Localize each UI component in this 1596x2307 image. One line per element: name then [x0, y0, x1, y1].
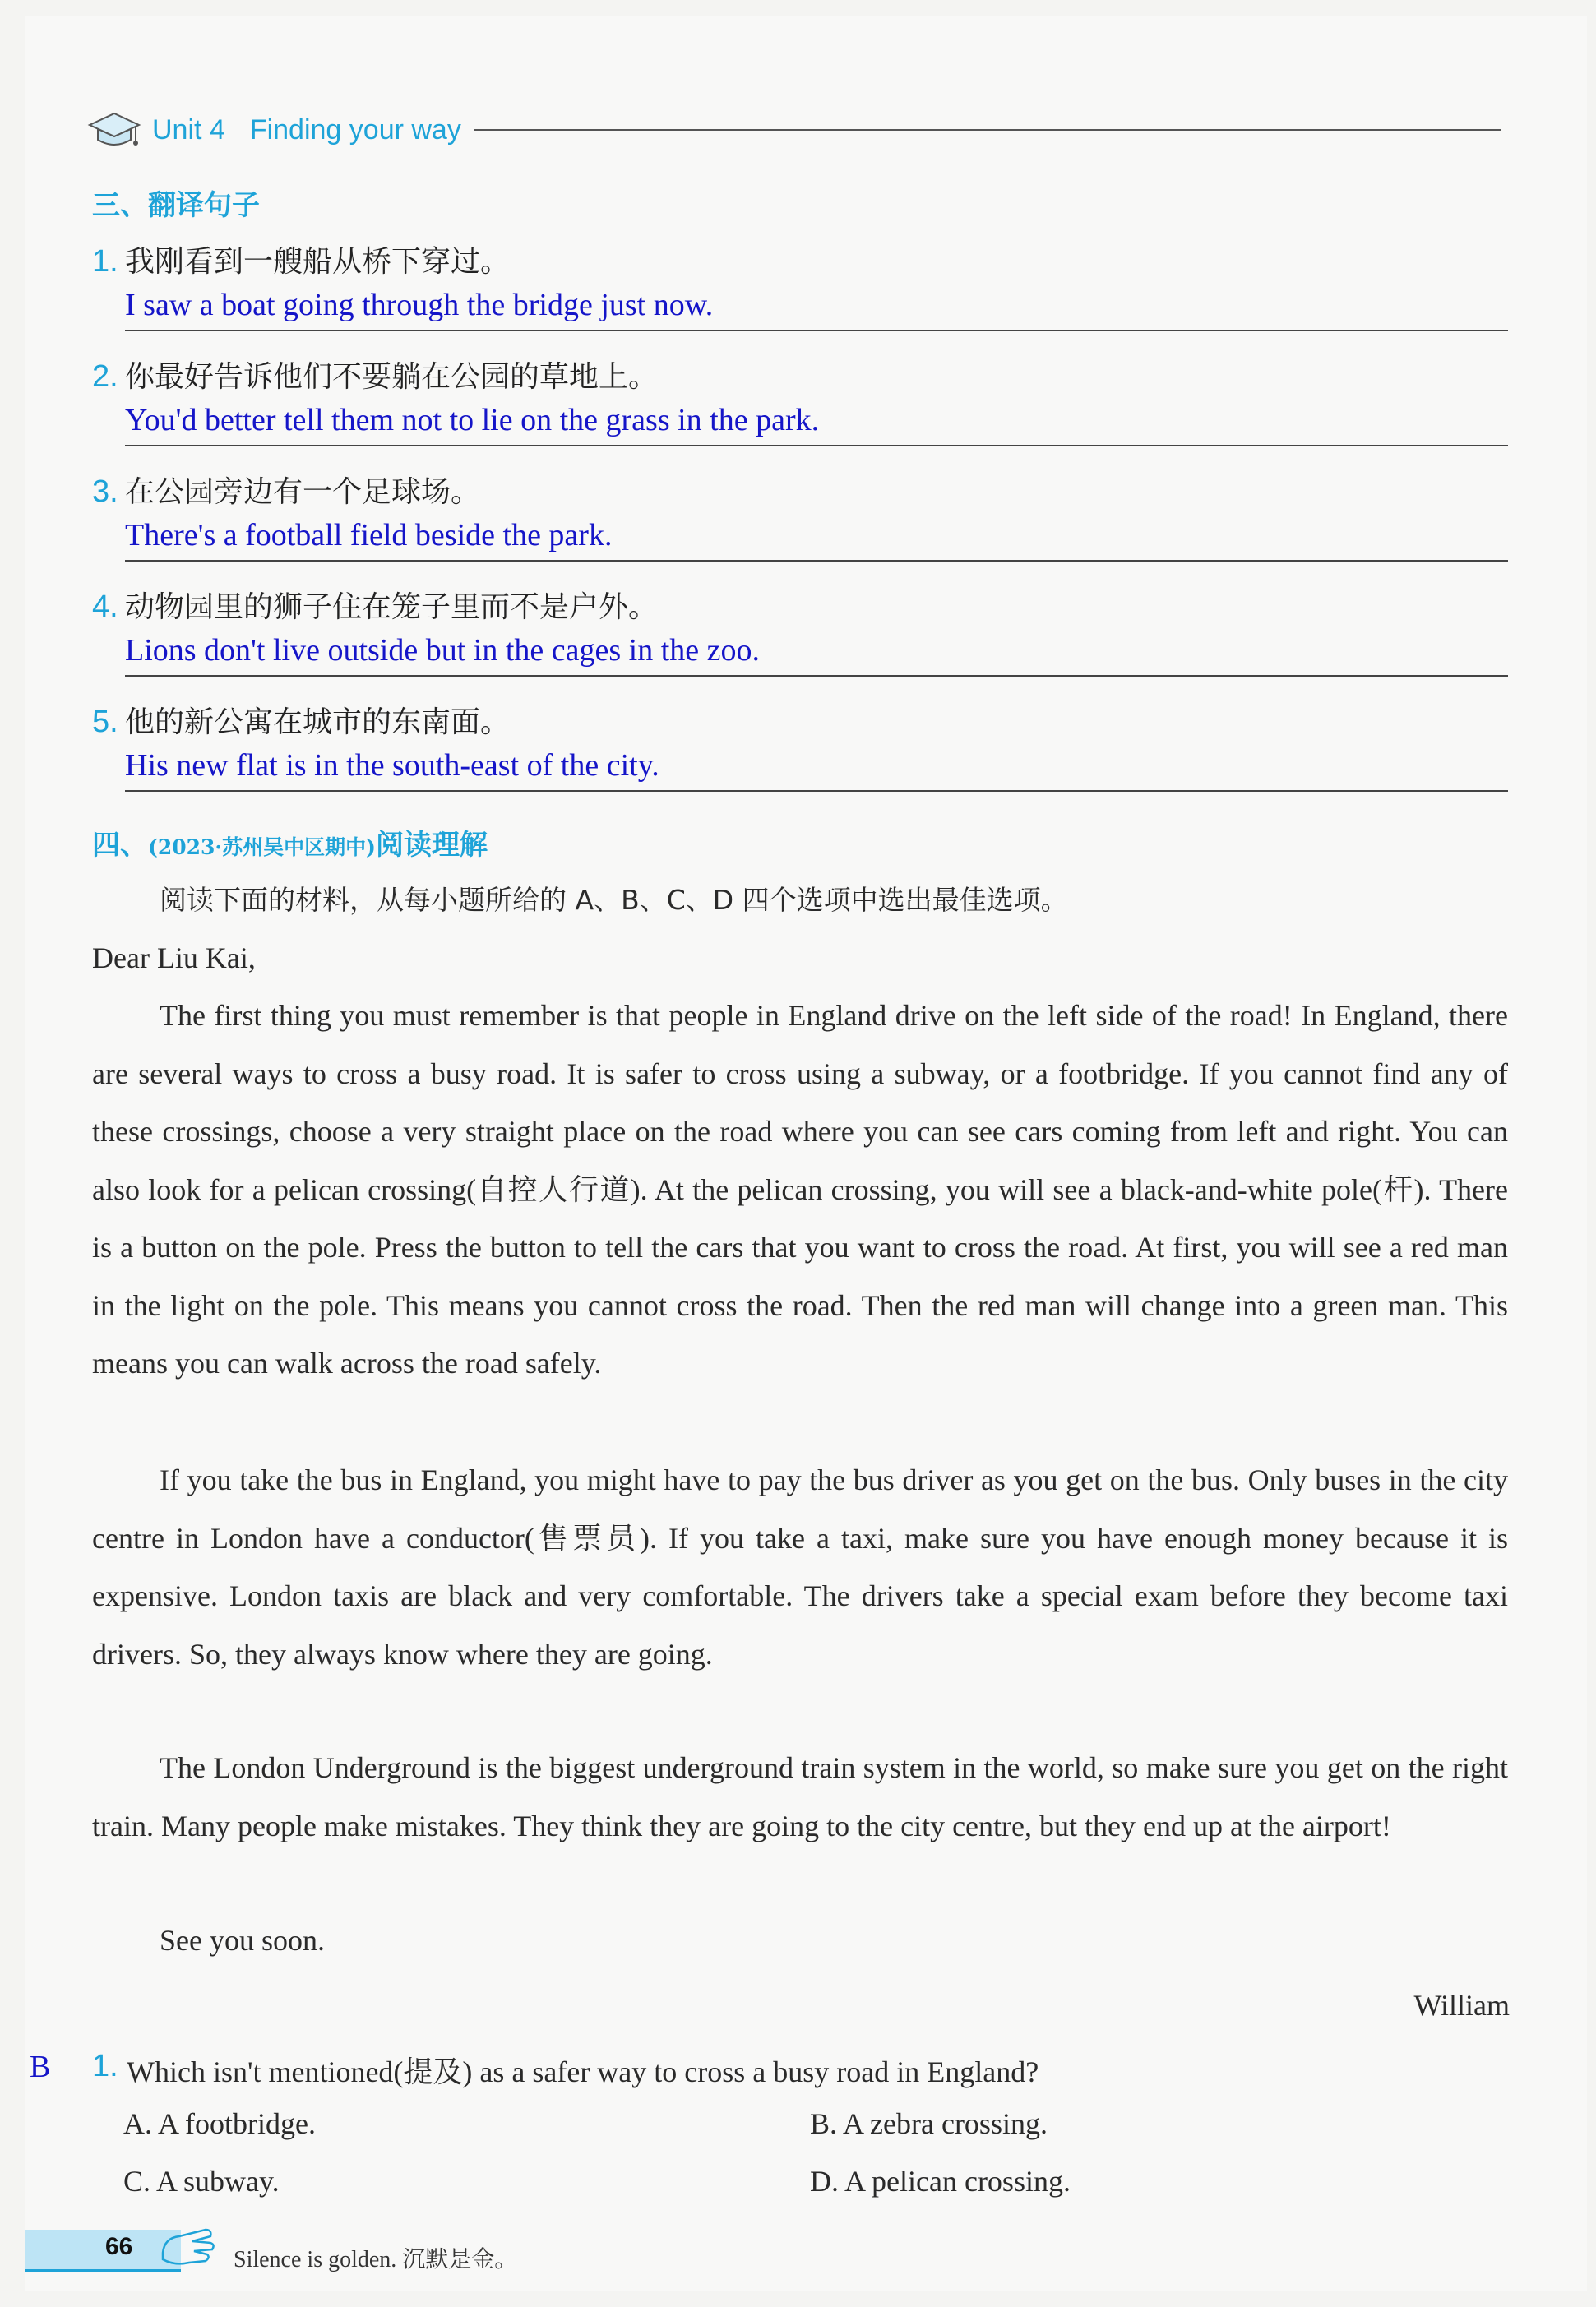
graduation-cap-icon — [86, 109, 142, 151]
pointing-hand-icon — [156, 2220, 222, 2272]
chinese-sentence: 我刚看到一艘船从桥下穿过。 — [125, 245, 511, 279]
header-divider — [474, 129, 1501, 131]
item-number: 1. — [92, 244, 118, 279]
chinese-sentence: 他的新公寓在城市的东南面。 — [125, 705, 511, 739]
unit-header — [86, 105, 1501, 155]
translation-item — [92, 584, 1508, 677]
translation-item — [92, 238, 1508, 331]
item-number: 4. — [92, 589, 118, 624]
chinese-sentence: 你最好告诉他们不要躺在公园的草地上。 — [125, 360, 659, 394]
unit-title: Finding your way — [249, 113, 461, 146]
chinese-sentence: 动物园里的狮子住在笼子里而不是户外。 — [125, 590, 659, 624]
passage-paragraph: If you take the bus in England, you might have to pay the bus driver as you get on the bus. Only buses in the city centre in London have a conductor(售票员). If you take a taxi, make sure you have enough money because it is expensive. London taxis are black and very comfortable. The drivers take a special exam before they become taxi drivers. So, they always know where they are going. — [92, 1463, 1508, 1671]
answer-line — [125, 330, 1508, 331]
question-answer: B — [30, 2050, 51, 2084]
passage-paragraph: The first thing you must remember is that people in England drive on the left side of the road! In England, there are several ways to cross a busy road. It is safer to cross using a subway, or a footbridge. If you cannot find any of these crossings, choose a very straight place on the road where you can see cars coming from left and right. You can also look for a pelican crossing(自控人行道). At the pelican crossing, you will see a black-and-white pole(杆). There is a button on the pole. Press the button to tell the cars that you want to cross the road. At first, you will see a red man in the light on the pole. This means you cannot cross the road. Then the red man will change into a green man. This means you can walk across the road safely. — [92, 999, 1508, 1380]
item-number: 2. — [92, 359, 118, 394]
passage-paragraph: The London Underground is the biggest underground train system in the world, so make sure you get on the right train. Many people make mistakes. They think they are going to the city centre, but they end up at the airport! — [92, 1751, 1508, 1842]
answer-line — [125, 790, 1508, 792]
english-answer: There's a football field beside the park. — [125, 518, 613, 552]
translation-item — [92, 699, 1508, 792]
letter-greeting: Dear Liu Kai, — [92, 941, 256, 974]
item-number: 3. — [92, 474, 118, 509]
section-number: 四、 — [92, 829, 148, 862]
answer-line — [125, 675, 1508, 677]
footer-motto: Silence is golden. 沉默是金。 — [234, 2247, 518, 2272]
option-c: C. A subway. — [123, 2165, 280, 2198]
section-title-reading — [92, 822, 488, 862]
item-number: 5. — [92, 705, 118, 739]
letter-signature: William — [1413, 1989, 1510, 2022]
section-source: (2023·苏州吴中区期中) — [148, 835, 376, 859]
letter-closing: See you soon. — [160, 1924, 325, 1957]
option-b: B. A zebra crossing. — [810, 2107, 1048, 2140]
section-label: 阅读理解 — [375, 829, 488, 862]
option-d: D. A pelican crossing. — [810, 2165, 1071, 2198]
answer-line — [125, 560, 1508, 562]
unit-label: Unit 4 — [152, 113, 225, 146]
answer-line — [125, 445, 1508, 446]
section-title-translation: 三、翻译句子 — [92, 189, 260, 222]
question-text: Which isn't mentioned(提及) as a safer way to cross a busy road in England? — [127, 2055, 1039, 2088]
english-answer: You'd better tell them not to lie on the grass in the park. — [125, 403, 820, 437]
translation-item — [92, 469, 1508, 562]
question-number: 1. — [92, 2049, 118, 2083]
english-answer: I saw a boat going through the bridge just now. — [125, 288, 714, 322]
english-answer: His new flat is in the south-east of the city. — [125, 748, 659, 783]
reading-instruction: 阅读下面的材料，从每小题所给的 A、B、C、D 四个选项中选出最佳选项。 — [160, 884, 1068, 916]
chinese-sentence: 在公园旁边有一个足球场。 — [125, 475, 481, 509]
page-number: 66 — [105, 2233, 133, 2260]
translation-item — [92, 354, 1508, 446]
option-a: A. A footbridge. — [123, 2107, 316, 2140]
english-answer: Lions don't live outside but in the cages in the zoo. — [125, 633, 760, 668]
